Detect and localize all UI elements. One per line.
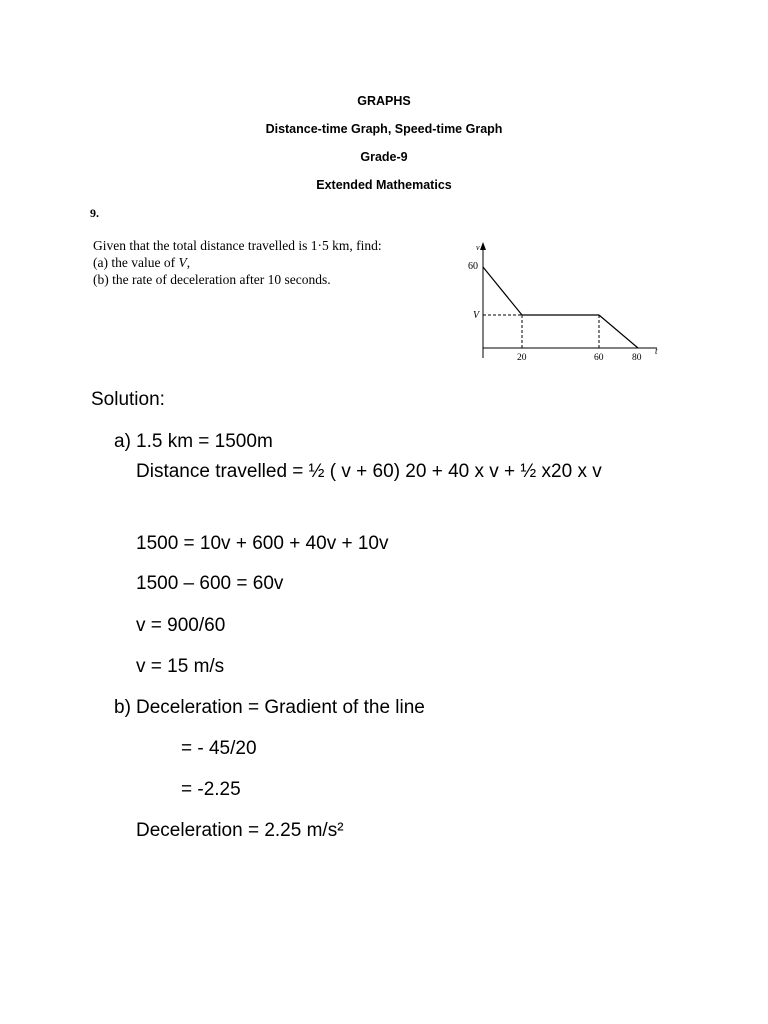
document-title: GRAPHS — [357, 94, 411, 108]
y-tick-label-v: V — [473, 310, 480, 321]
x-tick-label-80: 80 — [632, 353, 642, 363]
part-a-line-5: v = 900/60 — [136, 615, 226, 636]
segment-deceleration-1 — [483, 267, 522, 315]
segment-deceleration-2 — [599, 315, 638, 348]
question-line-2 — [93, 255, 190, 271]
x-tick-label-20: 20 — [517, 353, 527, 363]
part-a-label: a) — [114, 431, 131, 452]
part-a-line-2: Distance travelled = ½ ( v + 60) 20 + 40 x v + ½ x20 x v — [136, 461, 602, 482]
question-number: 9. — [90, 206, 99, 220]
part-b-line-2: = - 45/20 — [181, 738, 257, 759]
y-axis-arrow — [480, 242, 486, 250]
question-line-2-prefix: (a) the value of — [93, 255, 179, 270]
y-axis-label: v — [476, 243, 480, 252]
document-subtitle: Distance-time Graph, Speed-time Graph — [265, 122, 503, 136]
document-grade: Grade-9 — [360, 150, 408, 164]
part-a-line-4: 1500 – 600 = 60v — [136, 573, 284, 594]
speed-time-graph — [462, 238, 682, 368]
part-a-line-6: v = 15 m/s — [136, 656, 225, 677]
question-line-2-suffix: , — [186, 255, 191, 270]
part-b-label: b) — [114, 697, 131, 718]
part-b-line-4: Deceleration = 2.25 m/s² — [136, 820, 344, 841]
y-tick-label-60: 60 — [468, 261, 478, 272]
question-line-3: (b) the rate of deceleration after 10 seconds. — [93, 272, 331, 287]
part-a-line-1: 1.5 km = 1500m — [136, 431, 273, 452]
part-a-line-3: 1500 = 10v + 600 + 40v + 10v — [136, 533, 389, 554]
part-b-line-1: Deceleration = Gradient of the line — [136, 697, 425, 718]
question-variable: V — [178, 255, 187, 270]
solution-heading: Solution: — [91, 389, 165, 410]
question-line-1: Given that the total distance travelled is 1·5 km, find: — [93, 238, 382, 253]
part-b-line-3: = -2.25 — [181, 779, 241, 800]
x-tick-label-60: 60 — [594, 353, 604, 363]
x-axis-label: t — [655, 346, 658, 356]
document-course: Extended Mathematics — [316, 178, 452, 192]
